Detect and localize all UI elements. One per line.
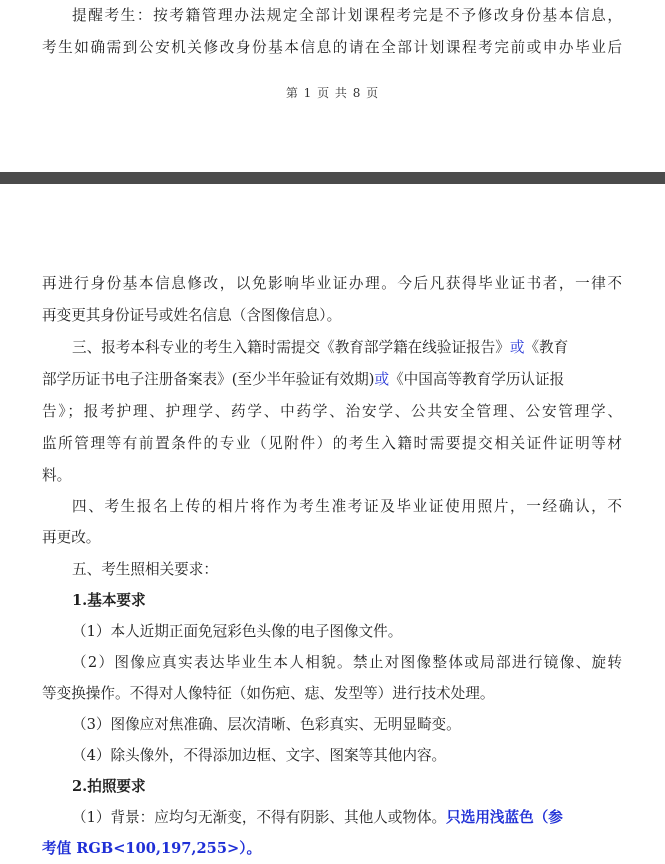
or-text: 或 [509, 339, 525, 356]
text-span: 《教育 [524, 339, 569, 356]
page-separator [0, 172, 665, 184]
paragraph-line: 再进行身份基本信息修改，以免影响毕业证办理。今后凡获得毕业证书者，一律不 [42, 275, 622, 292]
highlight-text: 考值 RGB<100,197,255>）。 [42, 840, 262, 857]
list-item: （3）图像应对焦准确、层次清晰、色彩真实、无明显畸变。 [72, 716, 461, 733]
page-number-footer: 第 1 页 共 8 页 [285, 86, 380, 100]
list-item: （4）除头像外，不得添加边框、文字、图案等其他内容。 [72, 747, 447, 764]
paragraph-line: 五、考生照相关要求： [72, 561, 218, 578]
list-item: （1）本人近期正面免冠彩色头像的电子图像文件。 [72, 623, 403, 640]
text-span: （1）背景：应均匀无渐变，不得有阴影、其他人或物体。 [72, 809, 447, 826]
text-span: 部学历证书电子注册备案表》(至少半年验证有效期) [42, 371, 375, 388]
page-2 [0, 184, 665, 864]
section-heading: 1.基本要求 [72, 592, 146, 609]
paragraph-line-3-2 [42, 370, 622, 390]
page-1 [0, 0, 665, 172]
paragraph-line: 再变更其身份证号或姓名信息（含图像信息）。 [42, 307, 342, 324]
or-text: 或 [374, 371, 390, 388]
paragraph-line: 考生如确需到公安机关修改身份基本信息的请在全部计划课程考完前或申办毕业后 [42, 39, 622, 56]
list-item-continued: 等变换操作。不得对人像特征（如伤疤、痣、发型等）进行技术处理。 [42, 685, 495, 702]
text-span: 三、报考本科专业的考生入籍时需提交《教育部学籍在线验证报告》 [72, 339, 510, 356]
paragraph-line: 提醒考生：按考籍管理办法规定全部计划课程考完是不予修改身份基本信息， [72, 7, 622, 24]
paragraph-line: 监所管理等有前置条件的专业（见附件）的考生入籍时需要提交相关证件证明等材 [42, 435, 622, 452]
paragraph-line-3-1 [72, 338, 622, 358]
text-span: 《中国高等教育学历认证报 [389, 371, 565, 388]
list-item: （2）图像应真实表达毕业生本人相貌。禁止对图像整体或局部进行镜像、旋转 [72, 654, 622, 671]
paragraph-line: 告》；报考护理、护理学、药学、中药学、治安学、公共安全管理、公安管理学、 [42, 403, 622, 420]
paragraph-line: 四、考生报名上传的相片将作为考生准考证及毕业证使用照片，一经确认，不 [72, 498, 622, 515]
section-heading: 2.拍照要求 [72, 778, 146, 795]
paragraph-line: 料。 [42, 467, 72, 484]
list-item-background [72, 808, 622, 828]
paragraph-line: 再更改。 [42, 529, 101, 546]
highlight-text: 只选用浅蓝色（参 [446, 809, 563, 826]
